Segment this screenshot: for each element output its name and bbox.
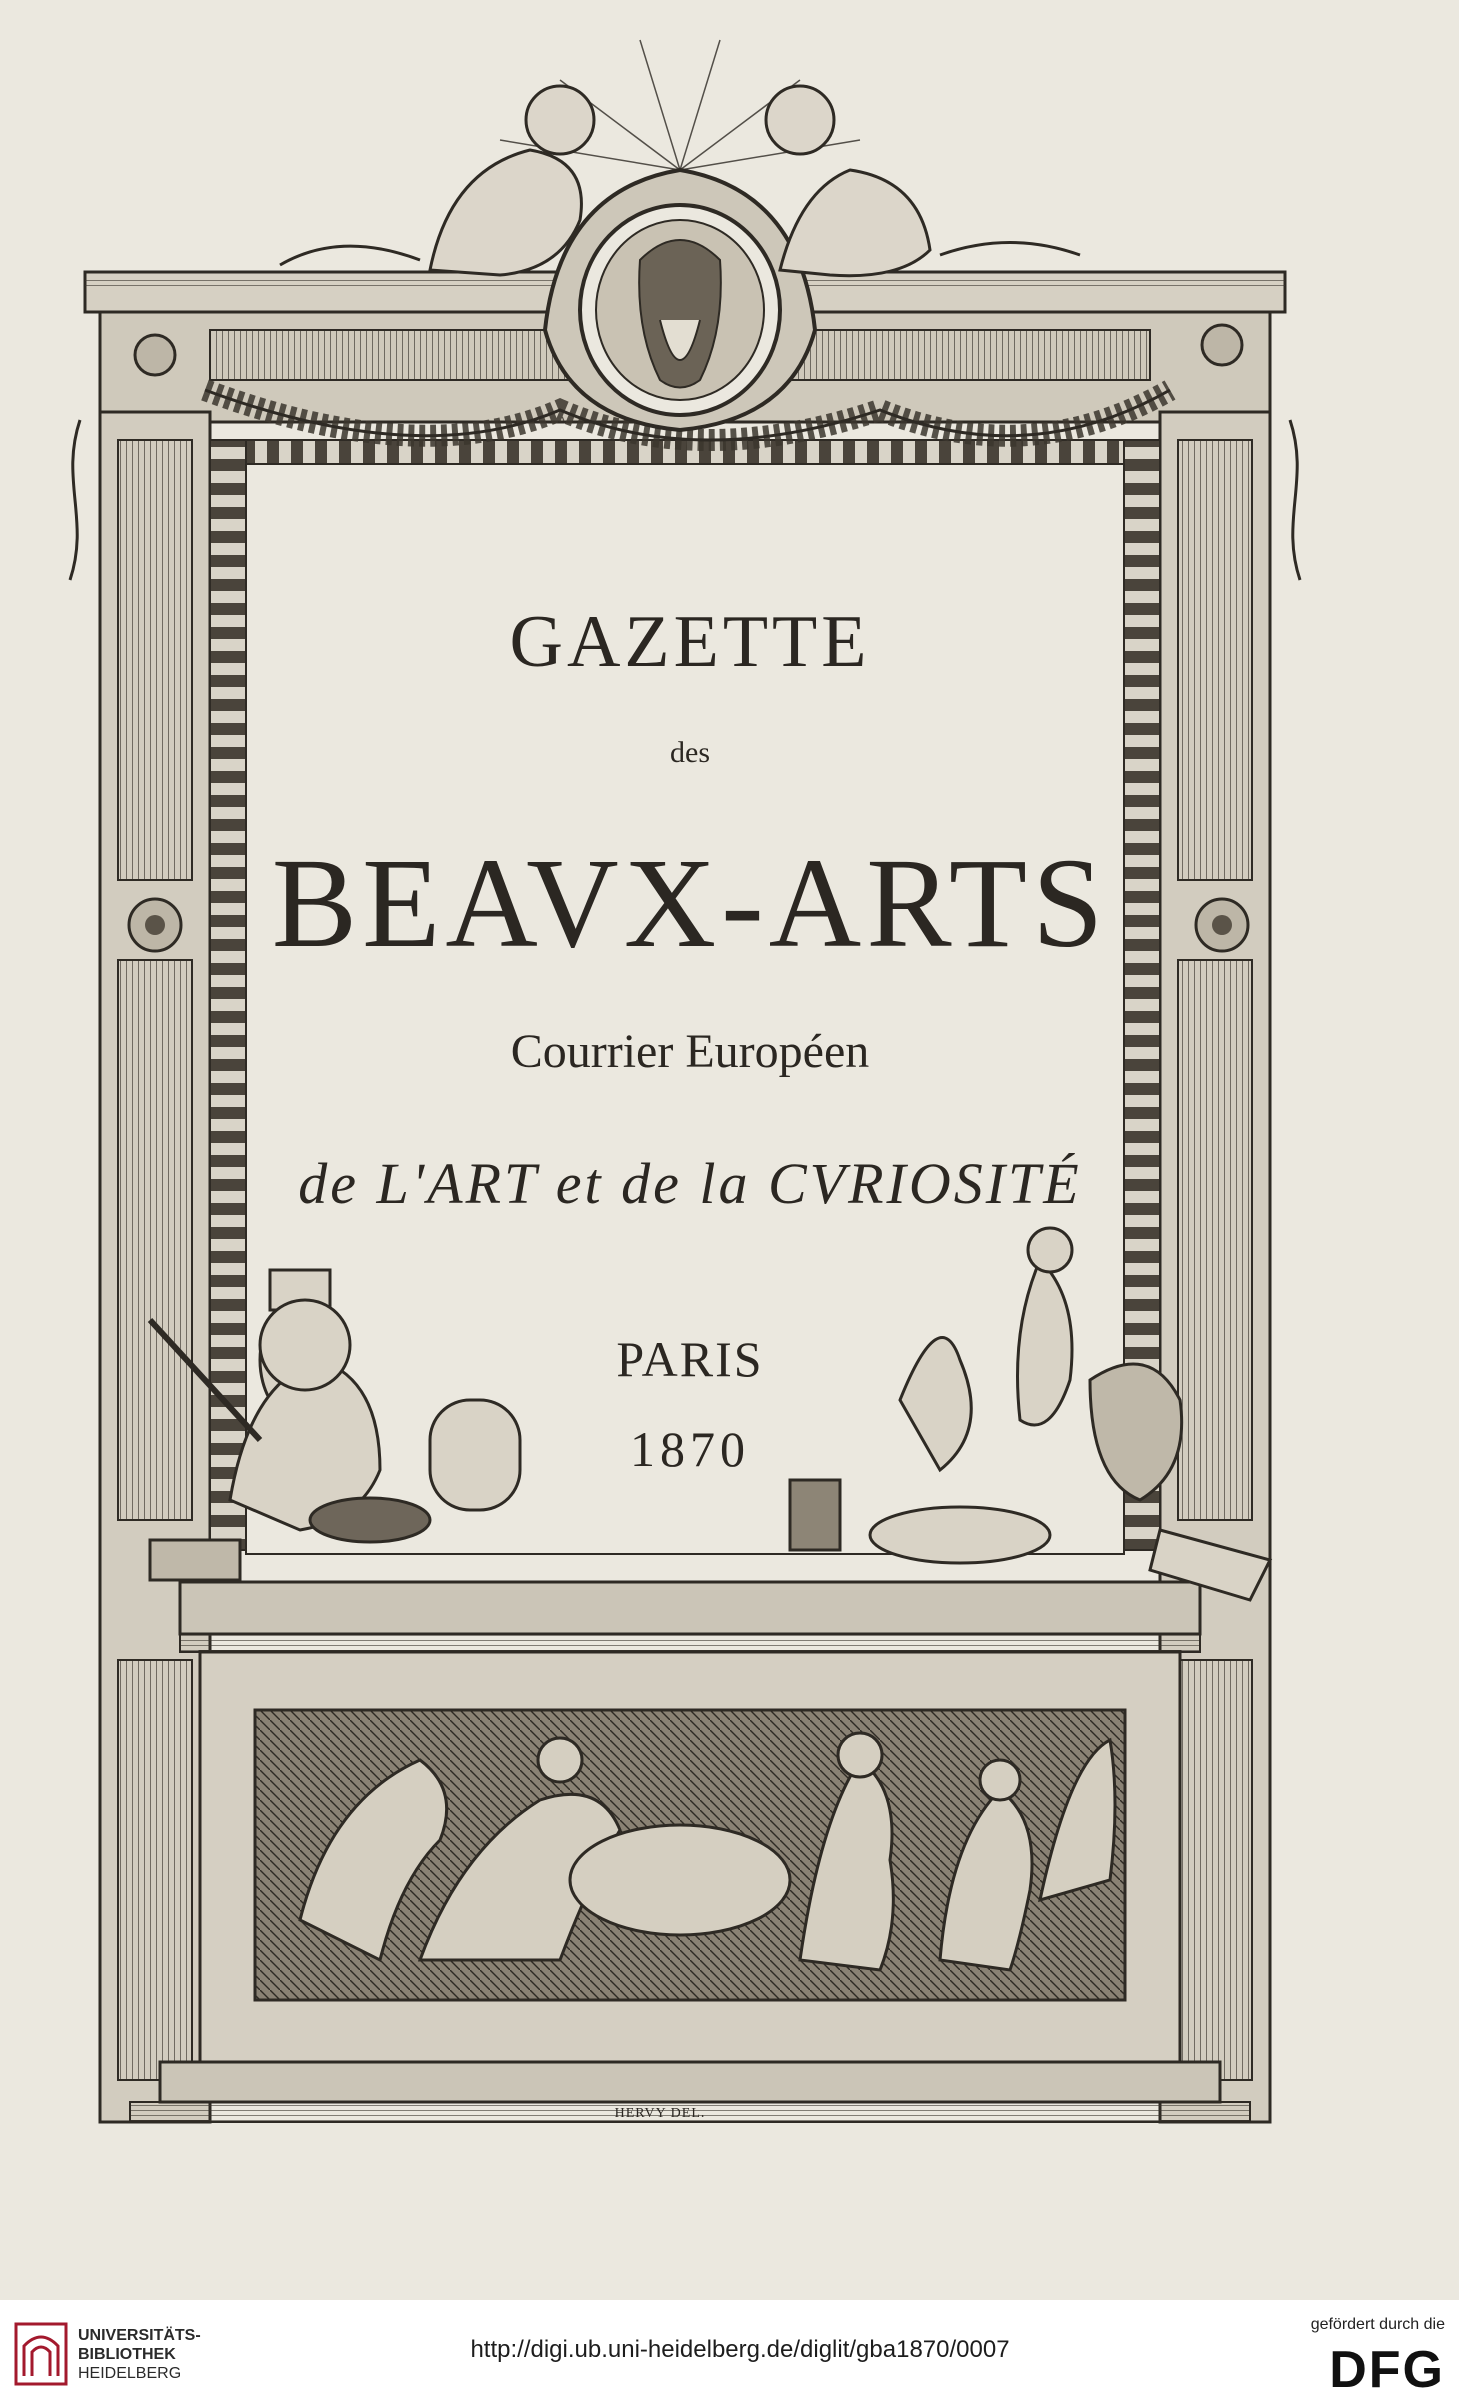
- library-name-line2: BIBLIOTHEK: [78, 2346, 176, 2363]
- digitization-footer: [0, 2300, 1459, 2406]
- subtitle-art-curiosite: de L'ART et de la CVRIOSITÉ: [298, 1151, 1082, 1216]
- permalink-url[interactable]: http://digi.ub.uni-heidelberg.de/diglit/gba1870/0007: [470, 2336, 1010, 2363]
- imprint-place: PARIS: [616, 1331, 764, 1387]
- funded-by-label: gefördert durch die: [1310, 2316, 1445, 2333]
- heidelberg-logo-icon[interactable]: [14, 2322, 68, 2386]
- library-name[interactable]: [78, 2326, 201, 2383]
- title-beaux-arts: BEAVX-ARTS: [271, 832, 1109, 974]
- library-name-line1: UNIVERSITÄTS-: [78, 2327, 201, 2344]
- engraver-signature: HERVY DEL.: [614, 2106, 706, 2121]
- imprint-year: 1870: [630, 1421, 750, 1477]
- title-gazette: GAZETTE: [509, 601, 871, 683]
- dfg-logo[interactable]: DFG: [1329, 2341, 1445, 2399]
- subtitle-courrier: Courrier Européen: [510, 1025, 870, 1078]
- library-name-line3: HEIDELBERG: [78, 2365, 182, 2382]
- title-des: des: [670, 736, 710, 769]
